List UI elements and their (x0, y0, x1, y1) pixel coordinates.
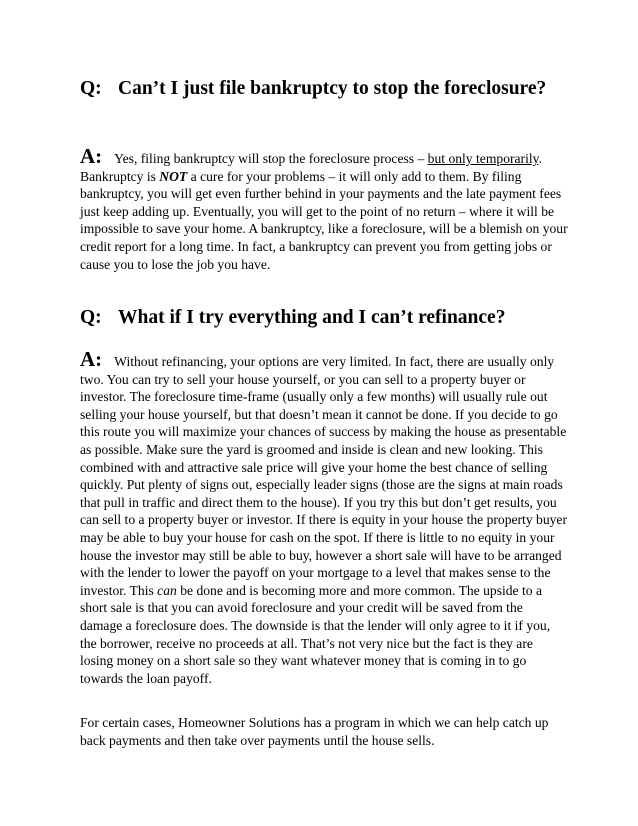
answer-1-text-part-3: a cure for your problems – it will only add to them. By filing bankruptcy, you will get even further behind in your payments and the late payment fees just keep adding up. Eventually, you will get to the point of no return – where it will be impossible to save your home. A bankruptcy, like a foreclosure, will be a blemish on your credit report for a long time. In fact, a bankruptcy can prevent you from getting jobs or cause you to lose the job you have. (80, 168, 568, 272)
question-1 (80, 76, 560, 102)
answer-2-text-part-1: Without refinancing, your options are very limited. In fact, there are usually only two. You can try to sell your house yourself, or you can sell to a property buyer or investor. The foreclosure time-frame (usually only a few months) will usually rule out selling your house yourself, but that doesn’t mean it cannot be done. If you decide to go this route you will maximize your chances of success by making the house as presentable as possible. Make sure the yard is groomed and inside is clean and new looking. This combined with and attractive sale price will give your home the best chance of selling quickly. Put plenty of signs out, especially leader signs (those are the signs at main roads that pull in traffic and direct them to the house). If you try this but don’t get results, you can sell to a property buyer or investor. If there is equity in your house the property buyer may be able to buy your house for cash on the spot. If there is little to no equity in your house the investor may still be able to buy, however a short sale will have to be arranged with the lender to lower the payoff on your mortgage to a level that makes sense to the investor. This (80, 354, 567, 598)
question-2-text: What if I try everything and I can’t refinance? (118, 307, 506, 328)
question-1-label: Q: (80, 78, 102, 99)
question-2 (80, 305, 570, 331)
answer-2-text-part-2: be done and is becoming more and more common. The upside to a short sale is that you can avoid foreclosure and your credit will be saved from the damage a foreclosure does. The downside is that the lender will only agree to it if you, the borrower, receive no proceeds at all. That’s not very nice but the fact is they are losing money on a short sale so they want whatever money that is coming in to go towards the loan payoff. (80, 582, 551, 686)
answer-2 (80, 347, 568, 687)
answer-1-text-part-2: . Bankruptcy is (80, 151, 542, 184)
closing-paragraph: For certain cases, Homeowner Solutions has a program in which we can help catch up back payments and then take over payments until the house sells. (80, 715, 549, 748)
answer-1-text-part-1: Yes, filing bankruptcy will stop the foreclosure process – (114, 151, 428, 166)
answer-1-emphasis-text: NOT (159, 168, 188, 184)
answer-1 (80, 144, 568, 273)
answer-2-italic-text: can (157, 582, 177, 598)
question-2-label: Q: (80, 307, 102, 328)
answer-1-label: A: (80, 144, 103, 168)
answer-2-label: A: (80, 347, 103, 371)
question-1-text: Can’t I just file bankruptcy to stop the foreclosure? (118, 78, 547, 99)
answer-1-underlined-text: but only temporarily (427, 151, 539, 166)
